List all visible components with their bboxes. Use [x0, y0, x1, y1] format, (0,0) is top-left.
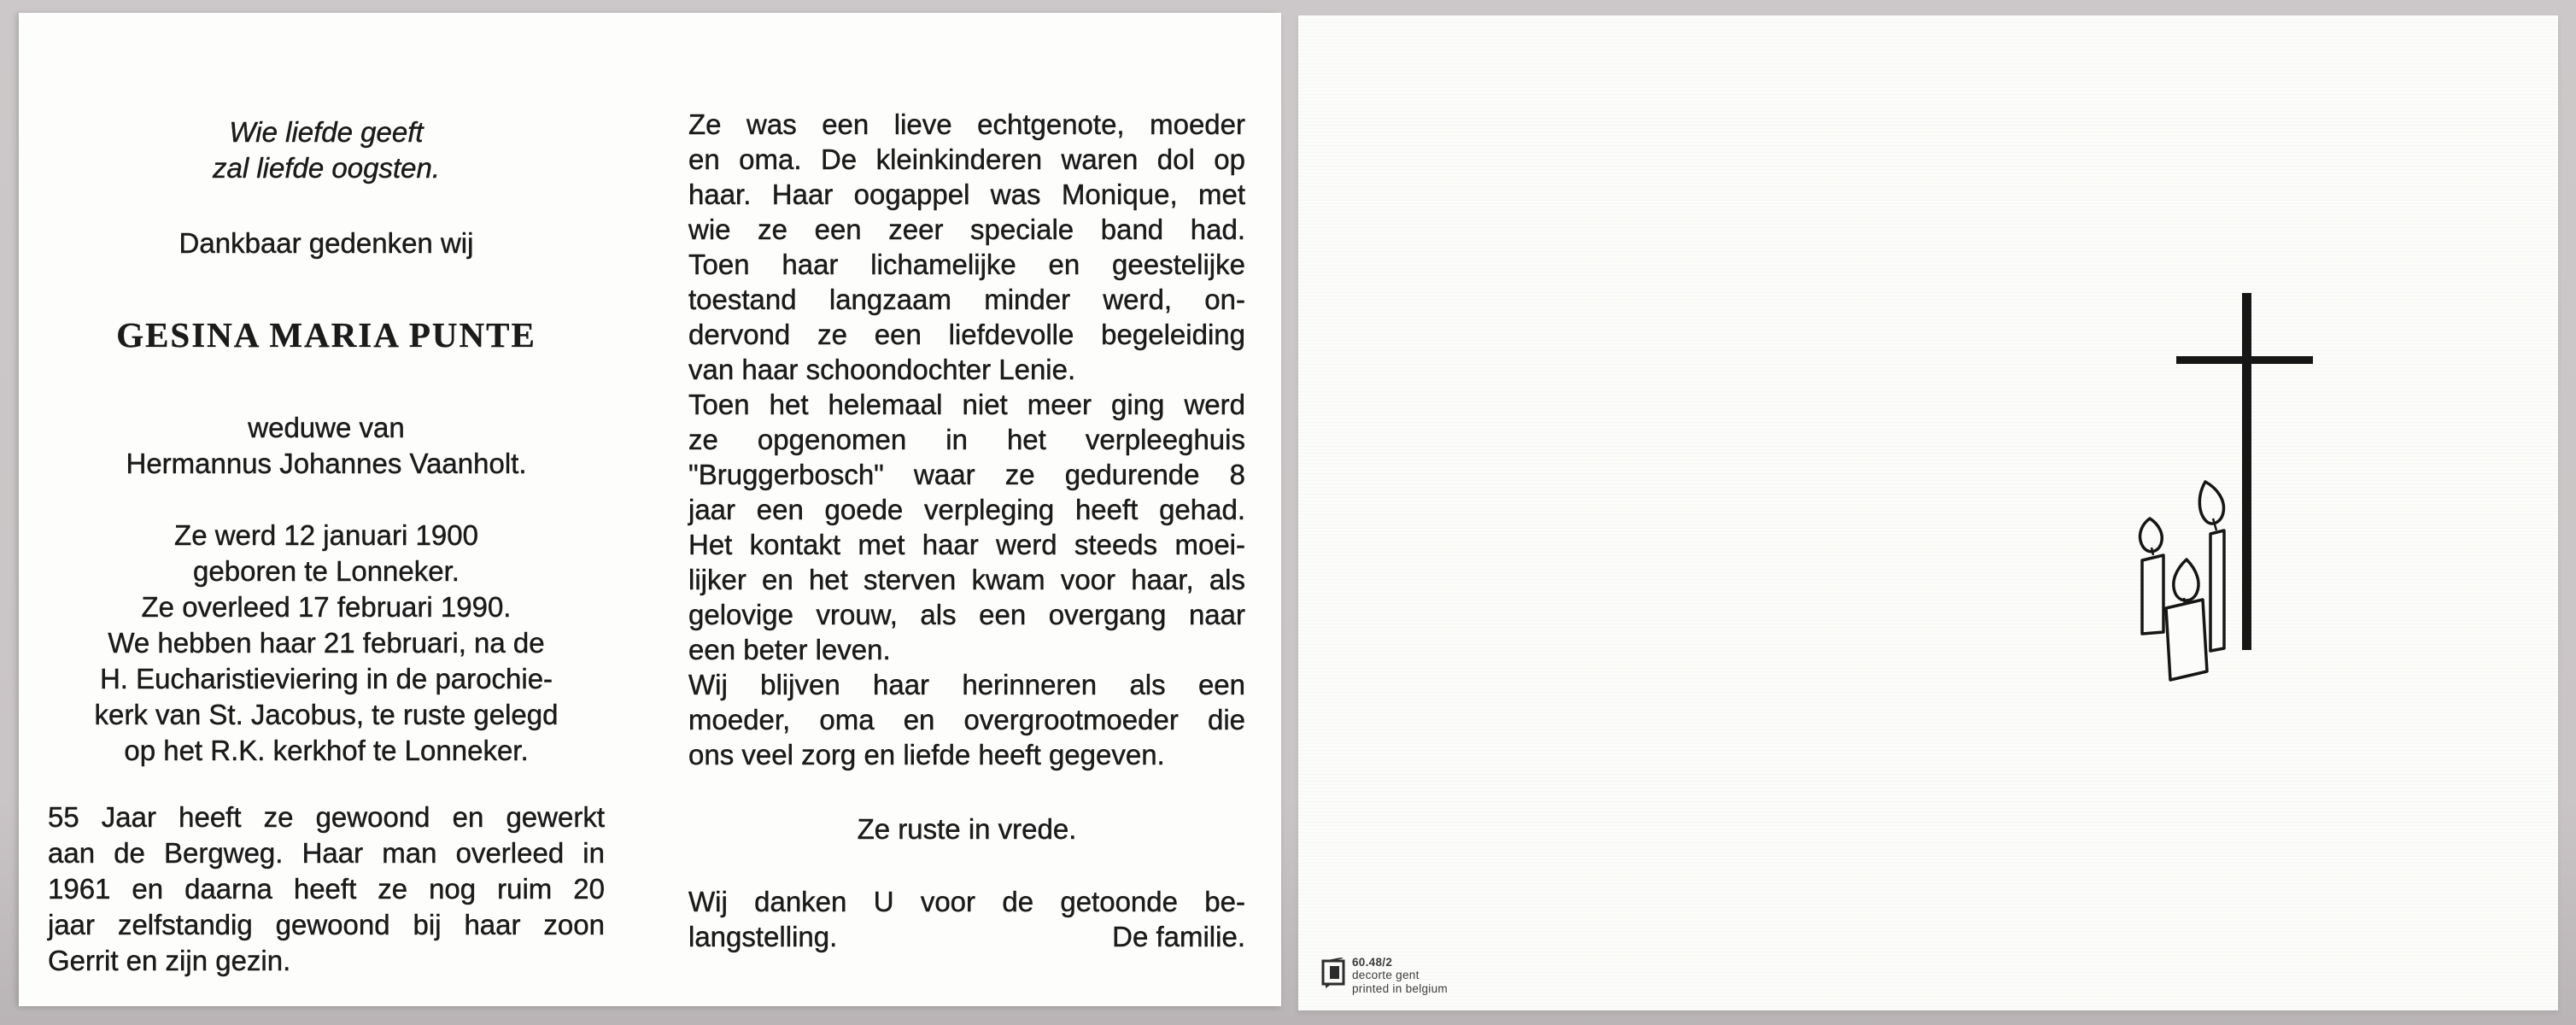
text-line: Hermannus Johannes Vaanholt. — [126, 448, 527, 479]
text-line: Wij danken U voor de getoonde be- — [688, 886, 1245, 917]
text-line: jaar een goede verpleging heeft gehad. — [688, 494, 1245, 525]
text-line: toestand langzaam minder werd, on- — [688, 284, 1245, 315]
text-line: Toen het helemaal niet meer ging werd — [688, 389, 1245, 420]
printer-logo-icon — [1320, 956, 1346, 990]
text-line: Gerrit en zijn gezin. — [48, 945, 291, 976]
text-line: Ze overleed 17 februari 1990. — [141, 591, 512, 623]
text-line: dervond ze een liefdevolle begeleiding — [688, 319, 1245, 350]
dedication-text: Dankbaar gedenken wij — [179, 227, 474, 259]
memory-paragraph — [688, 107, 1245, 387]
printer-mark-text — [1352, 956, 1448, 996]
text-line: geboren te Lonneker. — [193, 555, 460, 587]
text-line: lijker en het sterven kwam voor haar, als — [688, 564, 1245, 595]
text-line: een beter leven. — [688, 634, 891, 665]
memorial-card-text-side — [19, 13, 1281, 1006]
birth-death-burial-text — [48, 518, 605, 769]
text-line: H. Eucharistieviering in de parochie- — [99, 663, 553, 694]
memorial-card-image-side — [1298, 15, 2558, 1010]
cross-and-candles-illustration — [1298, 15, 2558, 1010]
thanks-signature-row — [688, 919, 1245, 954]
opening-quote — [48, 114, 605, 186]
text-line: kerk van St. Jacobus, te ruste gelegd — [94, 699, 559, 730]
text-line: We hebben haar 21 februari, na de — [108, 627, 545, 659]
text-line: haar. Haar oogappel was Monique, met — [688, 179, 1245, 210]
text-line: Wij blijven haar herinneren als een — [688, 669, 1245, 700]
text-line: Wie liefde geeft — [229, 116, 424, 148]
text-line: Toen haar lichamelijke en geestelijke — [688, 249, 1245, 280]
text-line: weduwe van — [248, 412, 405, 443]
residence-paragraph — [48, 800, 605, 979]
text-line: Ze werd 12 januari 1900 — [174, 519, 478, 551]
text-line: wie ze een zeer speciale band had. — [688, 214, 1245, 245]
thanks-paragraph — [688, 884, 1245, 954]
widow-of-text — [48, 410, 605, 482]
printer-origin: printed in belgium — [1352, 981, 1448, 995]
printer-code: 60.48/2 — [1352, 955, 1393, 969]
text-line: jaar zelfstandig gewoond bij haar zoon — [48, 909, 605, 940]
text-line: op het R.K. kerkhof te Lonneker. — [124, 735, 529, 766]
text-line: 1961 en daarna heeft ze nog ruim 20 — [48, 873, 605, 905]
left-column — [48, 13, 605, 979]
remembrance-paragraph — [688, 667, 1245, 772]
cross-icon — [2176, 293, 2313, 650]
text-line: "Bruggerbosch" waar ze gedurende 8 — [688, 459, 1245, 490]
text-line: 55 Jaar heeft ze gewoond en gewerkt — [48, 801, 605, 833]
text-line: ons veel zorg en liefde heeft gegeven. — [688, 739, 1165, 770]
text-line: aan de Bergweg. Haar man overleed in — [48, 837, 605, 869]
rest-in-peace-line: Ze ruste in vrede. — [857, 813, 1077, 845]
thanks-end: langstelling. — [688, 921, 838, 952]
text-line: van haar schoondochter Lenie. — [688, 354, 1076, 385]
text-line: en oma. De kleinkinderen waren dol op — [688, 144, 1245, 175]
text-line: Het kontakt met haar werd steeds moei- — [688, 529, 1245, 560]
family-signature: De familie. — [1112, 921, 1245, 952]
deceased-name: GESINA MARIA PUNTE — [116, 315, 536, 354]
printer-studio: decorte gent — [1352, 969, 1420, 981]
nursing-home-paragraph — [688, 387, 1245, 667]
text-line: Ze was een lieve echtgenote, moeder — [688, 108, 1245, 140]
text-line: zal liefde oogsten. — [212, 152, 440, 184]
candles-icon — [2140, 482, 2224, 680]
text-line: gelovige vrouw, als een overgang naar — [688, 599, 1245, 630]
printer-mark — [1320, 956, 1448, 996]
right-column — [688, 13, 1245, 954]
text-line: moeder, oma en overgrootmoeder die — [688, 704, 1245, 735]
text-line: ze opgenomen in het verpleeghuis — [688, 424, 1245, 455]
